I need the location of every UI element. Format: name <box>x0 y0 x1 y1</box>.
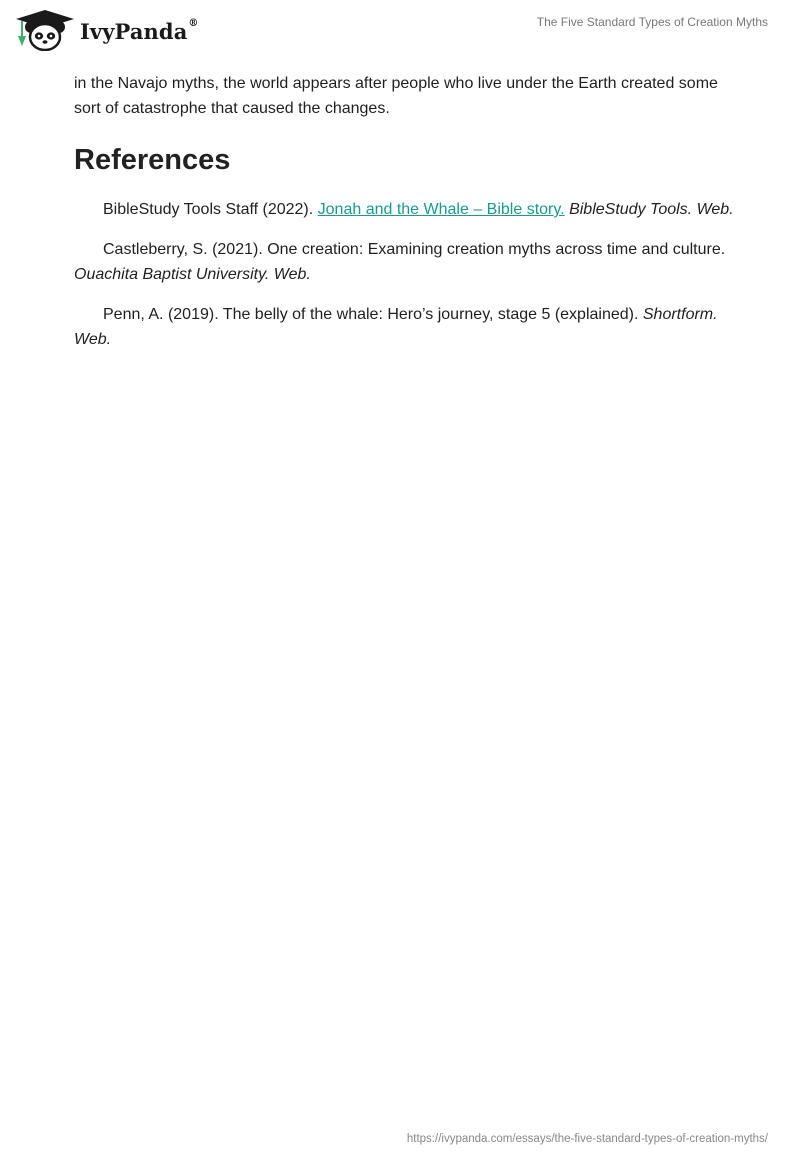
registered-mark: ® <box>188 17 199 29</box>
body-paragraph: in the Navajo myths, the world appears after people who live under the Earth created some sort of catastrophe that caused the changes. <box>74 75 718 117</box>
references-heading: References <box>74 144 231 176</box>
reference-source: BibleStudy Tools. Web. <box>569 201 734 218</box>
brand-name: IvyPanda® <box>80 17 199 44</box>
reference-item: Castleberry, S. (2021). One creation: Examining creation myths across time and culture. Ouachita Baptist University. Web. <box>74 241 726 283</box>
document-body <box>74 71 734 352</box>
brand-logo[interactable] <box>14 9 199 51</box>
reference-item: BibleStudy Tools Staff (2022). Jonah and the Whale – Bible story. BibleStudy Tools. Web. <box>103 201 734 218</box>
reference-source: Ouachita Baptist University. Web. <box>74 266 311 283</box>
document-title: The Five Standard Types of Creation Myths <box>536 15 768 29</box>
footer-url[interactable]: https://ivypanda.com/essays/the-five-standard-types-of-creation-myths/ <box>406 1133 768 1145</box>
panda-graduate-logo-icon <box>14 9 76 51</box>
reference-item: Penn, A. (2019). The belly of the whale: Hero’s journey, stage 5 (explained). Shortform. Web. <box>74 306 718 348</box>
reference-link[interactable]: Jonah and the Whale – Bible story. <box>317 201 565 218</box>
reference-source: Shortform. Web. <box>74 306 718 348</box>
